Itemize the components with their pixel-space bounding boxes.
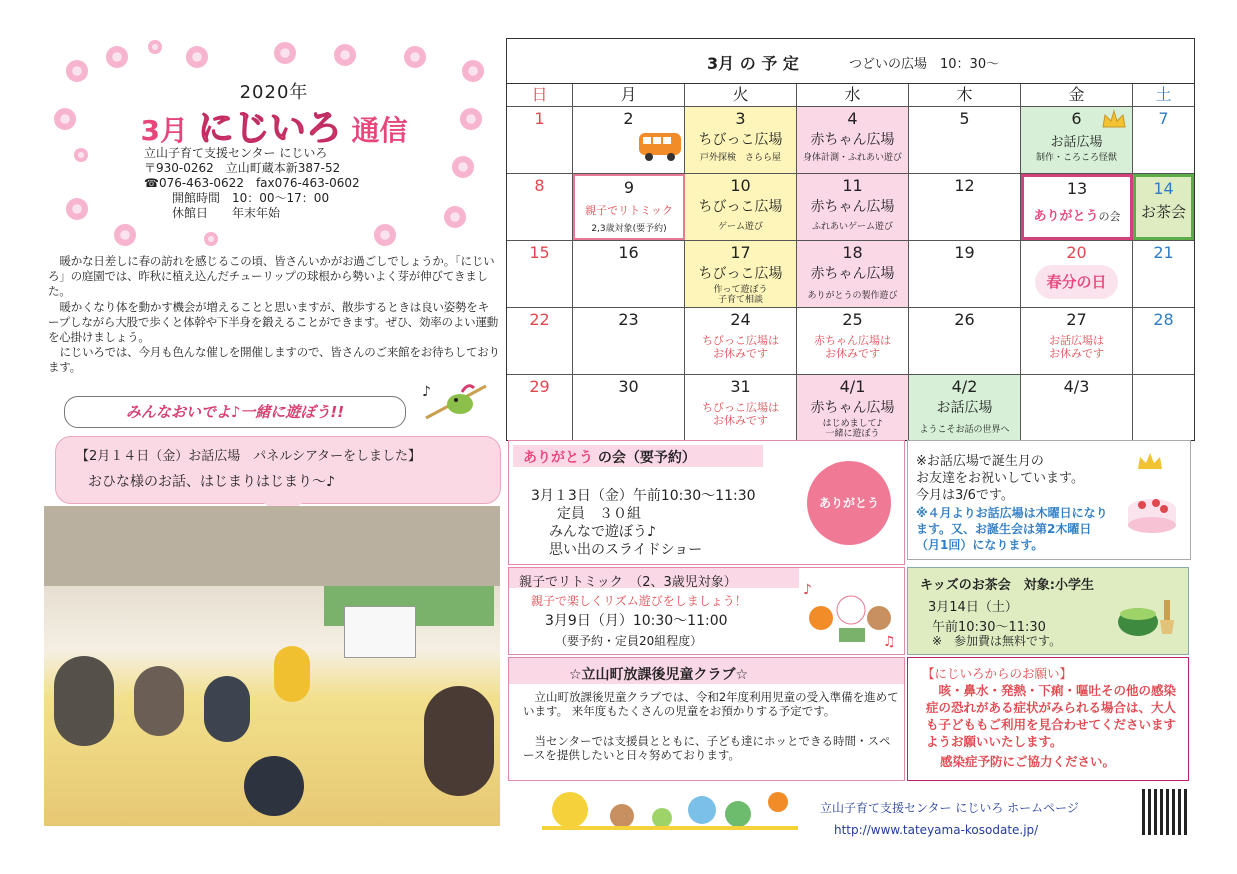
day-number: 26 [954, 310, 975, 329]
day-number: 20 [1066, 243, 1087, 262]
day-cell [685, 375, 797, 440]
photo-child [244, 756, 304, 816]
weekday-sun: 日 [507, 84, 573, 106]
photo-child [274, 646, 310, 702]
photo-person [134, 666, 184, 736]
day-cell [507, 308, 573, 374]
newsletter-title [124, 100, 424, 151]
day-number: 6 [1071, 109, 1082, 128]
org-name: 立山子育て支援センター にじいろ [144, 146, 328, 160]
event-note: ありがとうの製作遊び [807, 291, 898, 301]
photo-person [424, 686, 494, 796]
day-number: 10 [730, 176, 751, 195]
day-cell [1021, 241, 1133, 307]
day-number: 7 [1158, 109, 1169, 128]
day-number: 14 [1153, 179, 1174, 198]
newsletter-year: 2020年 [239, 82, 309, 103]
day-cell [1133, 308, 1194, 374]
blossom-icon [374, 224, 396, 246]
intro-text [48, 254, 500, 376]
day-cell [685, 174, 797, 240]
blossom-icon [66, 198, 88, 220]
blossom-icon [74, 148, 88, 162]
arigato-capacity: 定員 ３０組 [557, 506, 641, 522]
blossom-icon [114, 224, 136, 246]
day-cell [1021, 375, 1133, 440]
event-note: 戸外探検 さらら屋 [699, 153, 781, 163]
day-number: 25 [842, 310, 863, 329]
day-cell [909, 107, 1021, 173]
event-note: 作って遊ぼう 子育て相談 [713, 285, 768, 305]
homepage-url[interactable]: http://www.tateyama-kosodate.jp/ [834, 823, 1039, 837]
blossom-icon [106, 46, 128, 68]
title-name: にじいろ [197, 108, 342, 149]
holiday-badge: 春分の日 [1035, 265, 1118, 299]
event-label: ちびっこ広場 [698, 199, 783, 215]
rhythm-event-box [508, 567, 905, 655]
event-note: 制作・ころころ怪獣 [1035, 153, 1117, 163]
day-cell [573, 241, 685, 307]
day-number: 1 [534, 109, 545, 128]
day-cell [909, 241, 1021, 307]
day-number: 15 [529, 243, 550, 262]
arigato-event-box [508, 440, 905, 565]
day-cell [573, 308, 685, 374]
title-suffix: 通信 [351, 114, 408, 147]
intro-paragraph: 暖かな日差しに春の訪れを感じるこの頃、皆さんいかがお過ごしでしょうか。「にじいろ」の庭園では、昨秋に植え込んだチューリップの球根から勢いよく芽が伸びてきました。 [48, 254, 495, 299]
blossom-icon [334, 44, 356, 66]
arigato-date: 3月１3日（金）午前10:30～11:30 [531, 488, 756, 504]
rhythm-date: 3月9日（月）10:30～11:00 [545, 613, 728, 629]
notice-title: 【にじいろからのお願い】 [922, 666, 1073, 681]
weekday-fri: 金 [1021, 84, 1133, 106]
day-number: 22 [529, 310, 550, 329]
blossom-icon [186, 46, 208, 68]
event-label: ちびっこ広場 [698, 266, 783, 282]
intro-paragraph: にじいろでは、今月も色んな催しを開催しますので、皆さんのご来館をお待ちしております。 [48, 345, 500, 375]
day-number: 4/1 [839, 377, 866, 396]
day-cell [909, 308, 1021, 374]
day-number: 2 [623, 109, 634, 128]
day-cell [797, 241, 909, 307]
day-number: 24 [730, 310, 751, 329]
weekday-row [507, 84, 1194, 107]
blossom-icon [404, 46, 426, 68]
day-cell [1133, 174, 1194, 240]
kids-time: 午前10:30～11:30 [932, 620, 1046, 635]
day-number: 19 [954, 243, 975, 262]
blossom-icon [460, 108, 482, 130]
arigato-suffix: の会 [1098, 210, 1121, 223]
club-paragraph: 当センターでは支援員とともに、子ども達にホッとできる時間・スペースを提供したいと日々努めております。 [523, 734, 891, 762]
event-label: 赤ちゃん広場 [810, 199, 895, 215]
march-calendar [506, 38, 1195, 441]
day-number: 4/3 [1063, 377, 1090, 396]
birthday-text [916, 453, 1084, 504]
week-row [507, 241, 1194, 308]
kids-fee: ※ 参加費は無料です。 [932, 634, 1062, 648]
homepage-info [820, 797, 1079, 841]
day-cell [1133, 107, 1194, 173]
cake-icon [1122, 453, 1182, 543]
day-cell [507, 107, 573, 173]
day-number: 30 [618, 377, 639, 396]
day-number: 31 [730, 377, 751, 396]
photo-wall [44, 506, 500, 586]
day-cell [1021, 107, 1133, 173]
photo-panel-board [344, 606, 416, 658]
animals-music-icon [799, 580, 899, 650]
day-number: 17 [730, 243, 751, 262]
report-title: 【2月１４日（金）お話広場 パネルシアターをしました】 [76, 449, 422, 464]
day-number: 16 [618, 243, 639, 262]
calendar-header [507, 39, 1194, 84]
day-cell [797, 107, 909, 173]
day-cell [685, 241, 797, 307]
event-note: 身体計測・ふれあい遊び [802, 153, 902, 163]
org-address: 〒930-0262 立山町蔵本新387-52 [144, 161, 341, 175]
blossom-icon [54, 108, 76, 130]
event-label: お話広場 [1050, 135, 1103, 150]
kids-tea-box [907, 567, 1189, 655]
day-cell [797, 375, 909, 440]
rhythm-title: 親子でリトミック （2、3歳児対象） [519, 575, 737, 590]
day-cell [797, 174, 909, 240]
event-photo [44, 506, 500, 826]
birthday-line2: お友達をお祝いしています。 [916, 471, 1084, 486]
homepage-label: 立山子育て支援センター にじいろ ホームページ [820, 801, 1079, 815]
invite-bubble: みんなおいでよ♪一緒に遊ぼう!! [64, 396, 406, 428]
day-number: 4/2 [951, 377, 978, 396]
blossom-icon [66, 60, 88, 82]
svg-text:♫: ♫ [883, 634, 896, 650]
day-cell [573, 107, 685, 173]
day-number: 18 [842, 243, 863, 262]
day-cell [1133, 375, 1194, 440]
blossom-icon [148, 40, 162, 54]
org-info [144, 146, 444, 221]
day-number: 9 [623, 178, 635, 197]
event-note: はじめまして♪ 一緒に遊ぼう [822, 419, 883, 439]
blossom-icon [444, 206, 466, 228]
qr-code [1142, 789, 1188, 835]
day-cell [1021, 308, 1133, 374]
event-note: 2,3歳対象(要予約) [591, 224, 667, 234]
svg-text:♪: ♪ [422, 384, 431, 400]
event-label: 赤ちゃん広場 [810, 400, 895, 416]
day-cell [685, 308, 797, 374]
day-cell [685, 107, 797, 173]
day-cell [909, 174, 1021, 240]
arigato-title-rest: の会（要予約） [597, 450, 696, 466]
arigato-line1: みんなで遊ぼう♪ [549, 524, 656, 540]
org-phone: ☎076-463-0622 fax076-463-0602 [144, 176, 360, 190]
svg-text:♪: ♪ [803, 582, 812, 598]
box-title [523, 447, 696, 467]
weekday-mon: 月 [573, 84, 685, 106]
event-note: ゲーム遊び [717, 222, 763, 232]
blossom-icon [204, 232, 218, 246]
event-label: ちびっこ広場 [698, 132, 783, 148]
report-bubble [55, 436, 501, 504]
notice-closing: 感染症予防にご協力ください。 [940, 754, 1116, 769]
request-notice-box [907, 657, 1189, 781]
report-text: おひな様のお話、はじまりはじまり～♪ [88, 474, 335, 490]
calendar-subtitle: つどいの広場 10：30～ [849, 57, 1000, 72]
day-number: 27 [1066, 310, 1087, 329]
event-label: 赤ちゃん広場 [810, 132, 895, 148]
day-cell [507, 241, 573, 307]
day-cell [507, 375, 573, 440]
after-school-club-box [508, 657, 905, 781]
photo-person [204, 676, 250, 742]
club-title: ☆立山町放課後児童クラブ☆ [569, 667, 749, 683]
day-cell [1133, 241, 1194, 307]
kids-date: 3月14日（土） [928, 600, 1018, 615]
org-hours: 開館時間 10：00～17：00 [172, 191, 330, 205]
day-number: 3 [735, 109, 746, 128]
birthday-notice: ※４月よりお話広場は木曜日になります。又、お誕生会は第2木曜日（月1回）になります。 [916, 506, 1108, 552]
event-label [1026, 205, 1128, 224]
bus-icon [637, 129, 683, 163]
blossom-icon [452, 156, 474, 178]
day-cell [507, 174, 573, 240]
closed-note: ちびっこ広場は お休みです [702, 401, 779, 427]
animals-parade-icon [542, 788, 798, 834]
weekday-wed: 水 [797, 84, 909, 106]
week-row [507, 174, 1194, 241]
day-number: 28 [1153, 310, 1174, 329]
blossom-icon [274, 42, 296, 64]
day-number: 8 [534, 176, 545, 195]
kids-title: キッズのお茶会 対象:小学生 [920, 578, 1094, 593]
newsletter-header [44, 38, 500, 250]
day-cell [909, 375, 1021, 440]
week-row [507, 107, 1194, 174]
rhythm-tagline: 親子で楽しくリズム遊びをしましょう！ [531, 594, 747, 608]
birthday-info-box [907, 440, 1191, 560]
arigato-badge: ありがとう [807, 461, 891, 545]
day-number: 11 [842, 176, 863, 195]
bird-music-icon [420, 380, 490, 422]
event-note: ようこそお話の世界へ [919, 425, 1010, 435]
event-label: お茶会 [1140, 203, 1186, 221]
arigato-label: ありがとう [1033, 209, 1099, 224]
day-number: 4 [847, 109, 858, 128]
matcha-bowl-icon [1114, 594, 1184, 642]
title-month: 3月 [140, 114, 188, 147]
day-number: 13 [1066, 179, 1088, 198]
event-label: お話広場 [936, 400, 993, 416]
calendar-title: 3月 の 予 定 [707, 54, 799, 73]
closed-note: お話広場は お休みです [1049, 334, 1104, 360]
day-number: 29 [529, 377, 550, 396]
day-number: 21 [1153, 243, 1174, 262]
event-label: 赤ちゃん広場 [810, 266, 895, 282]
event-note: ふれあいゲーム遊び [811, 222, 893, 232]
day-number: 5 [959, 109, 970, 128]
closed-note: ちびっこ広場は お休みです [702, 334, 779, 360]
blossom-icon [462, 60, 484, 82]
weekday-thu: 木 [909, 84, 1021, 106]
club-paragraph: 立山町放課後児童クラブでは、令和2年度利用児童の受入準備を進めています。 来年度もたくさんの児童をお預かりする予定です。 [523, 690, 899, 718]
rhythm-note: （要予約・定員20組程度） [555, 634, 703, 648]
week-row [507, 375, 1194, 440]
day-number: 23 [618, 310, 639, 329]
day-cell [573, 375, 685, 440]
day-cell [797, 308, 909, 374]
day-cell [573, 174, 685, 240]
notice-body: 咳・鼻水・発熱・下痢・嘔吐その他の感染症の恐れがある症状がみられる場合は、大人も子どももご利用を見合わせてくださいますようお願いいたします。 [926, 683, 1177, 749]
crown-icon [1101, 109, 1127, 129]
week-row [507, 308, 1194, 375]
event-label: 親子でリトミック [585, 204, 673, 217]
weekday-sat: 土 [1155, 85, 1172, 104]
arigato-line2: 思い出のスライドショー [549, 542, 703, 558]
org-closed: 休館日 年末年始 [172, 206, 281, 220]
intro-paragraph: 暖かくなり体を動かす機会が増えることと思いますが、散歩するときは良い姿勢をキープしながら大股で歩くと体幹や下半身を鍛えることができます。ぜひ、効率のよい運動を心掛けましょう。 [48, 299, 499, 345]
arigato-title-main: ありがとう [523, 450, 593, 466]
photo-person [54, 656, 114, 746]
weekday-tue: 火 [685, 84, 797, 106]
closed-note: 赤ちゃん広場は お休みです [814, 334, 891, 360]
day-cell [1021, 174, 1133, 240]
birthday-line3: 今月は3/6です。 [916, 488, 1014, 503]
birthday-line1: ※お話広場で誕生月の [916, 454, 1044, 469]
day-number: 12 [954, 176, 975, 195]
